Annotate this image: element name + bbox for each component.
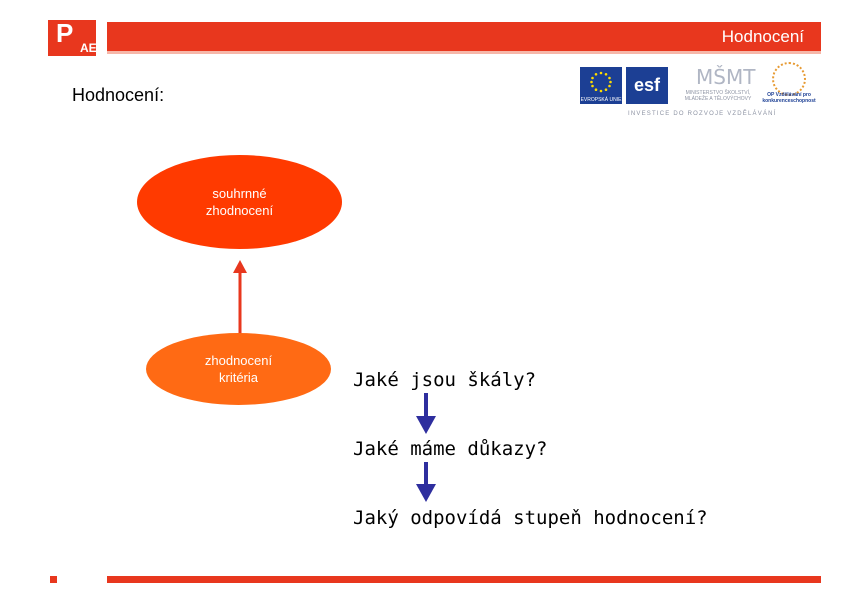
esf-logo: esf: [626, 67, 668, 104]
op-vk-caption: OP Vzdělávání pro konkurenceschopnost: [762, 92, 816, 104]
question-grade: Jaký odpovídá stupeň hodnocení?: [353, 507, 708, 529]
question-evidence: Jaké máme důkazy?: [353, 438, 548, 460]
node-summary-label: souhrnné zhodnocení: [205, 186, 274, 218]
footer-bar: [107, 576, 821, 583]
brand-logo-p: P: [56, 18, 74, 48]
investment-slogan: INVESTICE DO ROZVOJE VZDĚLÁVÁNÍ: [628, 111, 777, 117]
connector-arrow: [233, 260, 247, 337]
question-arrow-2: [416, 462, 436, 502]
footer-square: [50, 576, 57, 583]
brand-logo-ae: AE: [80, 41, 97, 55]
page-title: Hodnocení:: [72, 85, 165, 105]
node-criteria-label: zhodnocení kritéria: [204, 353, 273, 385]
msmt-caption: MINISTERSTVO ŠKOLSTVÍ, MLÁDEŽE A TĚLOVÝCHOVY: [684, 90, 752, 102]
question-scales: Jaké jsou škály?: [353, 369, 537, 391]
node-summary-evaluation: [137, 155, 342, 249]
question-arrow-1: [416, 393, 436, 434]
node-criteria-evaluation: [146, 333, 331, 405]
eu-caption: EVROPSKÁ UNIE: [580, 97, 622, 103]
msmt-logo: MŠMT: [696, 65, 756, 89]
header-title: Hodnocení: [721, 27, 804, 46]
